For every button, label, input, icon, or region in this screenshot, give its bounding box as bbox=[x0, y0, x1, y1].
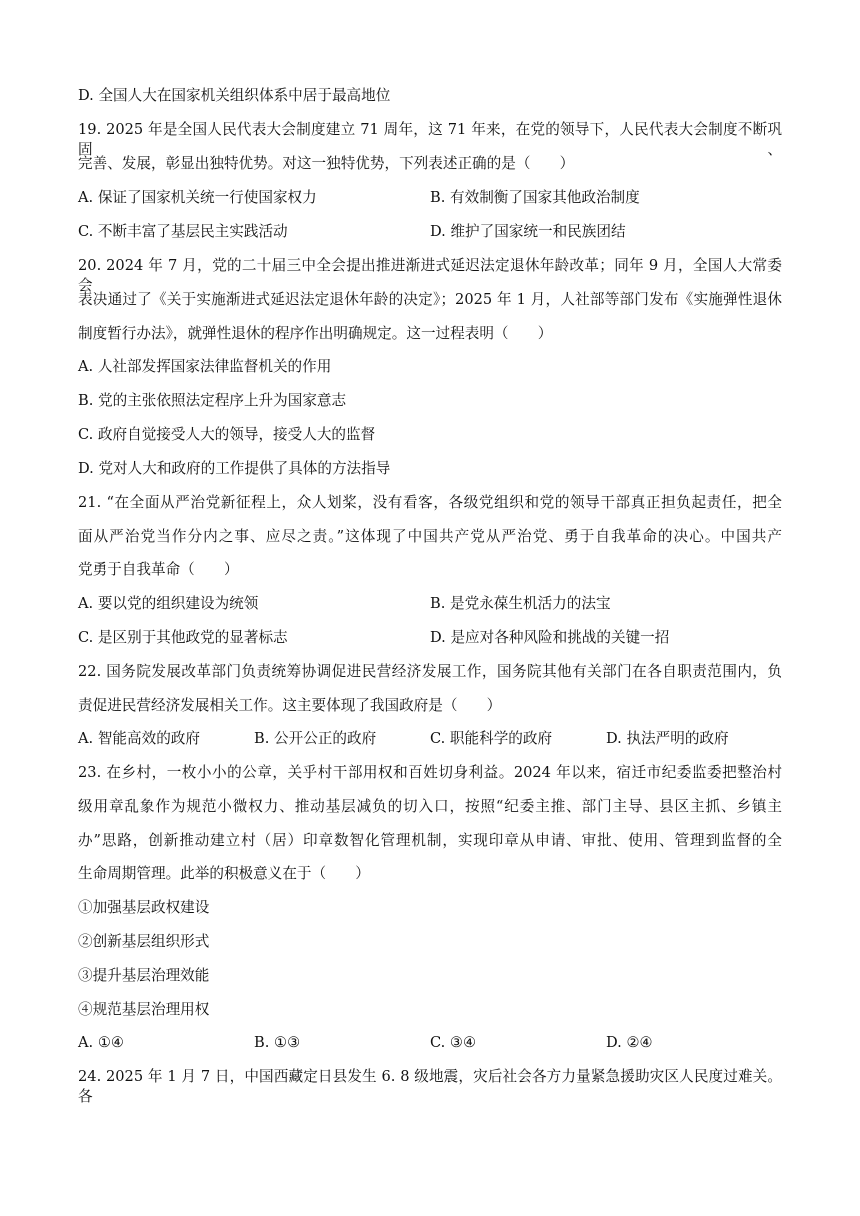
q19-stem-line-1: 19. 2025 年是全国人民代表大会制度建立 71 周年，这 71 年来，在党的领导下，人民代表大会制度不断巩固、 bbox=[78, 121, 782, 158]
q21-option-d: D. 是应对各种风险和挑战的关键一招 bbox=[430, 629, 670, 646]
q23-option-b: B. ①③ bbox=[254, 1034, 301, 1051]
q23-stem-line-3: 办”思路，创新推动建立村（居）印章数智化管理机制，实现印章从申请、审批、使用、管理到监督的全 bbox=[78, 832, 782, 849]
q23-item-1: ①加强基层政权建设 bbox=[78, 899, 210, 916]
q22-option-a: A. 智能高效的政府 bbox=[78, 730, 200, 747]
q22-option-c: C. 职能科学的政府 bbox=[430, 730, 553, 747]
q23-option-a: A. ①④ bbox=[78, 1034, 124, 1051]
q21-option-a: A. 要以党的组织建设为统领 bbox=[78, 595, 259, 612]
q23-stem-line-2: 级用章乱象作为规范小微权力、推动基层减负的切入口，按照“纪委主推、部门主导、县区主抓、乡镇主 bbox=[78, 798, 782, 815]
q20-option-d: D. 党对人大和政府的工作提供了具体的方法指导 bbox=[78, 460, 391, 477]
q23-option-c: C. ③④ bbox=[430, 1034, 477, 1051]
q20-stem-line-1: 20. 2024 年 7 月，党的二十届三中全会提出推进渐进式延迟法定退休年龄改革；同年 9 月，全国人大常委会 bbox=[78, 257, 782, 294]
q21-option-c: C. 是区别于其他政党的显著标志 bbox=[78, 629, 288, 646]
q21-option-b: B. 是党永葆生机活力的法宝 bbox=[430, 595, 611, 612]
q19-stem-line-2: 完善、发展，彰显出独特优势。对这一独特优势，下列表述正确的是（ ） bbox=[78, 155, 575, 172]
q20-stem-line-2: 表决通过了《关于实施渐进式延迟法定退休年龄的决定》；2025 年 1 月，人社部等部门发布《实施弹性退休 bbox=[78, 291, 782, 308]
q24-stem-line-1: 24. 2025 年 1 月 7 日，中国西藏定日县发生 6. 8 级地震，灾后社会各方力量紧急援助灾区人民度过难关。各 bbox=[78, 1068, 782, 1105]
q23-stem-line-4: 生命周期管理。此举的积极意义在于（ ） bbox=[78, 865, 370, 882]
q21-stem-line-3: 党勇于自我革命（ ） bbox=[78, 561, 239, 578]
q23-item-2: ②创新基层组织形式 bbox=[78, 933, 210, 950]
q22-option-b: B. 公开公正的政府 bbox=[254, 730, 377, 747]
q20-stem-line-3: 制度暂行办法》，就弹性退休的程序作出明确规定。这一过程表明（ ） bbox=[78, 325, 553, 342]
q19-option-c: C. 不断丰富了基层民主实践活动 bbox=[78, 223, 288, 240]
q19-option-a: A. 保证了国家机关统一行使国家权力 bbox=[78, 189, 317, 206]
q20-option-a: A. 人社部发挥国家法律监督机关的作用 bbox=[78, 358, 332, 375]
q23-item-4: ④规范基层治理用权 bbox=[78, 1001, 210, 1018]
q21-stem-line-1: 21. “在全面从严治党新征程上，众人划桨，没有看客，各级党组织和党的领导干部真正担负起责任，把全 bbox=[78, 494, 782, 511]
q23-item-3: ③提升基层治理效能 bbox=[78, 967, 210, 984]
q22-stem-line-2: 责促进民营经济发展相关工作。这主要体现了我国政府是（ ） bbox=[78, 697, 502, 714]
q21-stem-line-2: 面从严治党当作分内之事、应尽之责。”这体现了中国共产党从严治党、勇于自我革命的决心。中国共产 bbox=[78, 528, 782, 545]
q19-option-d: D. 维护了国家统一和民族团结 bbox=[430, 223, 626, 240]
q23-stem-line-1: 23. 在乡村，一枚小小的公章，关乎村干部用权和百姓切身利益。2024 年以来，宿迁市纪委监委把整治村 bbox=[78, 764, 782, 781]
q22-option-d: D. 执法严明的政府 bbox=[606, 730, 729, 747]
q20-option-b: B. 党的主张依照法定程序上升为国家意志 bbox=[78, 392, 347, 409]
q22-stem-line-1: 22. 国务院发展改革部门负责统筹协调促进民营经济发展工作，国务院其他有关部门在各自职责范围内，负 bbox=[78, 663, 782, 680]
q18-option-d: D. 全国人大在国家机关组织体系中居于最高地位 bbox=[78, 87, 391, 104]
q19-option-b: B. 有效制衡了国家其他政治制度 bbox=[430, 189, 640, 206]
q20-option-c: C. 政府自觉接受人大的领导，接受人大的监督 bbox=[78, 426, 376, 443]
q23-option-d: D. ②④ bbox=[606, 1034, 653, 1051]
